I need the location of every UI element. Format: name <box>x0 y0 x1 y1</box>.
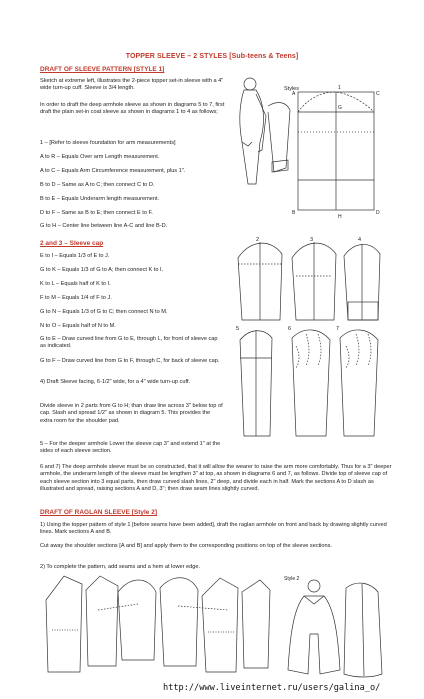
step-line: K to L – Equals half of K to I. <box>40 281 111 287</box>
diagram-number: 4 <box>358 237 362 243</box>
diagram-number: 2 <box>256 237 260 243</box>
source-url[interactable]: http://www.liveinternet.ru/users/galina_o/ <box>163 683 381 693</box>
step-line: A to R – Equals Over arm Length measurement. <box>40 154 160 160</box>
intro-paragraph: Sketch at extreme left, illustrates the 2-piece topper set-in sleeve with a 4" wide turn-up cuff. Sleeve is 3/4 length. <box>40 78 224 92</box>
svg-text:A: A <box>292 91 296 97</box>
step-line: F to M – Equals 1/4 of F to J. <box>40 295 112 301</box>
section-heading-style1: DRAFT OF SLEEVE PATTERN [STYLE 1] <box>40 66 165 73</box>
step-line: E to I – Equals 1/3 of E to J. <box>40 253 110 259</box>
step-line: B to E – Equals Underarm length measurement. <box>40 196 160 202</box>
figure-style2-sketch <box>284 574 388 680</box>
svg-text:B: B <box>292 210 296 216</box>
raglan-step-2: 2) To complete the pattern, add seams and a hem at lower edge. <box>40 564 201 570</box>
raglan-step-1: 1) Using the topper pattern of style 1 [before seams have been added], draft the raglan armhole on front and back by drawing slightly curved lines. Mark sections A and B. <box>40 522 387 536</box>
svg-text:H: H <box>338 214 342 220</box>
step-line: G to N – Equals 1/3 of G to C; then connect N to M. <box>40 309 168 315</box>
diagram-number: 1 <box>338 85 341 91</box>
svg-text:G: G <box>338 105 342 111</box>
draft-instructions-paragraph: In order to draft the deep armhole sleeve as shown in diagrams 5 to 7, first draft the plain set-in coat sleeve as shown in diagrams 1 to 4 as follows; <box>40 102 225 116</box>
step-line: G to K – Equals 1/3 of G to A; then connect K to I. <box>40 267 164 273</box>
styles-label: Styles <box>284 86 299 92</box>
svg-text:C: C <box>376 91 380 97</box>
step-line: G to F – Draw curved line from G to F, through C, for back of sleeve cap. <box>40 358 220 364</box>
page-title: TOPPER SLEEVE – 2 STYLES [Sub-teens & Teens] <box>125 53 299 60</box>
section-heading-sleeve-cap: 2 and 3 – Sleeve cap <box>40 240 104 247</box>
step-line: 5 – For the deeper armhole Lower the sleeve cap 3" and extend 1" at the sides of each sleeve section. <box>40 441 221 455</box>
step-line: G to E – Draw curved line from G to E, through L, for front of sleeve cap as indicated. <box>40 336 218 350</box>
section-heading-raglan: DRAFT OF RAGLAN SLEEVE [Style 2] <box>40 509 158 516</box>
step-line: 4) Draft Sleeve facing, 6-1/2" wide, for a 4" wide turn-up cuff. <box>40 379 191 385</box>
step-line: 1 – [Refer to sleeve foundation for arm measurements] <box>40 140 176 146</box>
step-line: D to F – Same as B to E; then connect E to F. <box>40 210 153 216</box>
step-line: A to C – Equals Arm Circumference measurement, plus 1". <box>40 168 186 174</box>
step-line: Divide sleeve in 2 parts from G to H; than draw line across 3" below top of cap. Slash and spread 1/2" as shown in diagram 5. This provides the extra room for the shoulder pad. <box>40 403 223 424</box>
figure-sleeve-cap-diagrams <box>234 236 386 324</box>
diagram-number: 6 <box>288 326 292 332</box>
paragraph-6-7: 6 and 7) The deep armhole sleeve must be so constructed, that it will allow the wearer to raise the arm more comfortably. Thus for a 3" deeper armhole, the underarm length of the sleeve must be lengthen 3" at top, as shown in diagrams 6 and 7, as follows. Divide top of sleeve cap of each sleeve section into 3 equal parts, then draw curved slash lines, 2" deep, and divide each in half. Mark the sections A to D slash as illustrated and spread, raising sections A and D, 3"; then draw seam lines slightly curved. <box>40 464 392 493</box>
figure-sketch-and-foundation <box>232 72 384 242</box>
diagram-number: 3 <box>310 237 314 243</box>
step-line: G to H – Center line between line A-C and line B-D. <box>40 223 168 229</box>
step-line: N to O – Equals half of N to M. <box>40 323 116 329</box>
style2-label: Style 2 <box>284 576 300 582</box>
raglan-step-cut: Cut away the shoulder sections [A and B] and apply them to the corresponding positions on top of the sleeve sections. <box>40 543 332 549</box>
figure-deep-armhole-diagrams <box>234 324 386 444</box>
diagram-number: 7 <box>336 326 340 332</box>
svg-text:D: D <box>376 210 380 216</box>
step-line: B to D – Same as A to C; then connect C to D. <box>40 182 155 188</box>
diagram-number: 5 <box>236 326 240 332</box>
figure-raglan-pattern <box>38 570 274 680</box>
